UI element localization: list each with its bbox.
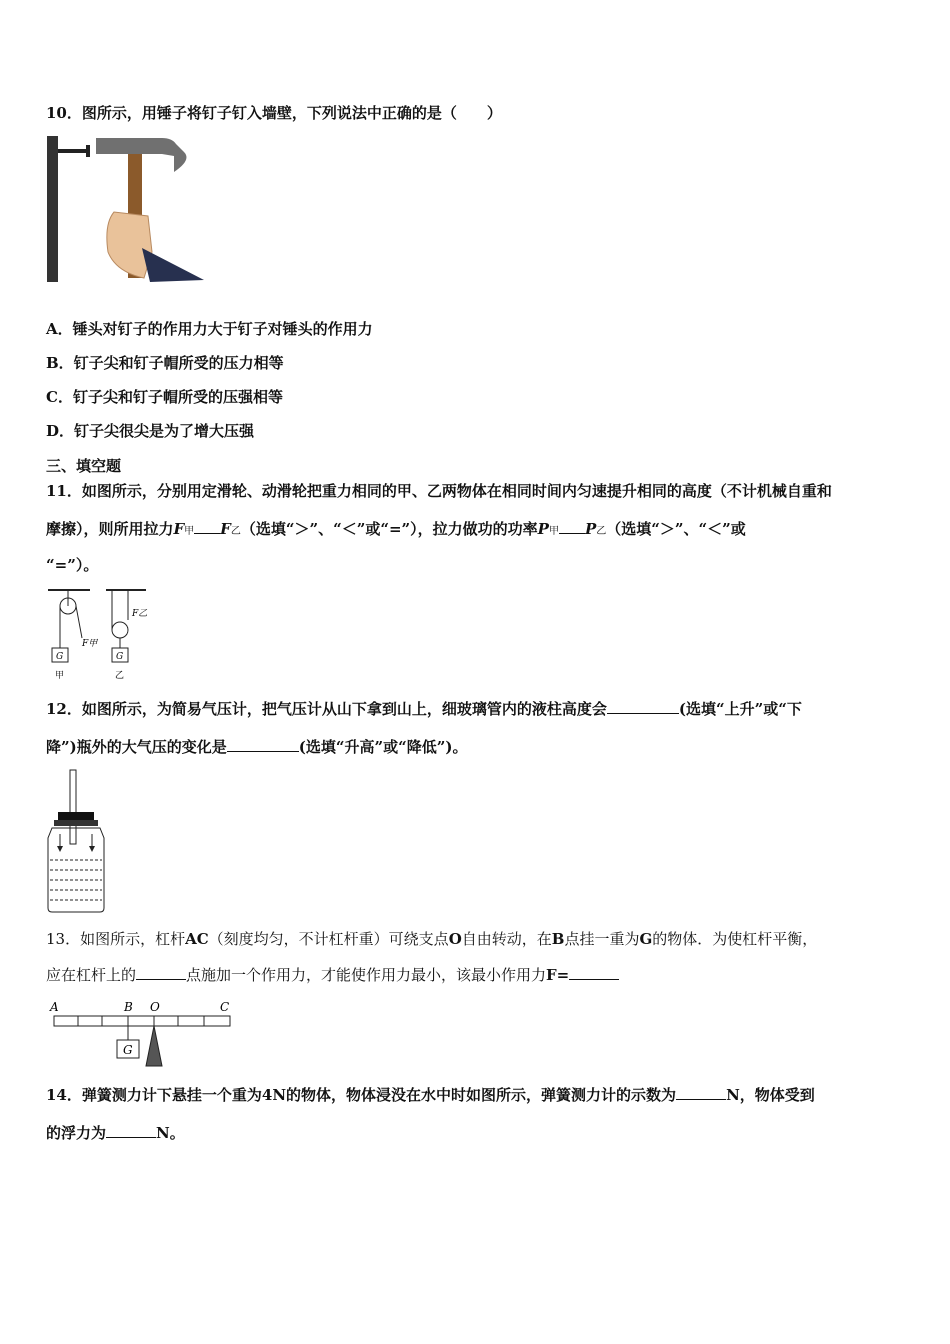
barometer-figure [44, 768, 108, 914]
wall [47, 136, 58, 282]
svg-text:乙: 乙 [115, 671, 125, 681]
svg-text:G: G [116, 652, 124, 662]
pulley-figure [44, 586, 154, 682]
section-title: 三、填空题 [46, 457, 122, 475]
hammer-nail-figure [44, 132, 206, 284]
svg-text:O: O [150, 1000, 160, 1014]
lever-figure [44, 998, 236, 1068]
fulcrum [146, 1026, 162, 1066]
q11-line3: “=”）。 [46, 556, 99, 574]
svg-text:F甲: F甲 [82, 639, 98, 649]
q13-line2: 应在杠杆上的 点施加一个作用力，才能使作用力最小，该最小作用力F= [46, 964, 619, 985]
q10-option-c: C．钉子尖和钉子帽所受的压强相等 [46, 388, 283, 406]
q13-line1: 13．如图所示，杠杆AC（刻度均匀，不计杠杆重）可绕支点O自由转动，在B点挂一重为G的物体．为使杠杆平衡， [46, 930, 818, 948]
q11-line1: 11．如图所示，分别用定滑轮、动滑轮把重力相同的甲、乙两物体在相同时间内匀速提升相同的高度（不计机械自重和 [46, 482, 832, 500]
q10-option-d: D．钉子尖很尖是为了增大压强 [46, 422, 255, 440]
q10-stem: 10．图所示，用锤子将钉子钉入墙壁，下列说法中正确的是（ ） [46, 104, 502, 122]
movable-pulley-yi [112, 622, 128, 638]
q11-line2: 摩擦），则所用拉力F甲 F乙（选填“＞”、“＜”或“=”），拉力做功的功率P甲 P乙（选填“＞”、“＜”或 [46, 520, 746, 538]
q10-option-a: A．锤头对钉子的作用力大于钉子对锤头的作用力 [46, 320, 373, 338]
svg-text:A: A [50, 1000, 59, 1014]
svg-text:甲: 甲 [55, 671, 65, 681]
svg-text:G: G [123, 1043, 133, 1057]
svg-text:G: G [56, 652, 64, 662]
glass-tube [70, 770, 76, 844]
q12-line1: 12．如图所示，为简易气压计，把气压计从山下拿到山上，细玻璃管内的液柱高度会 (选填“上升”或“下 [46, 700, 802, 718]
stopper [58, 812, 94, 820]
q14-line1: 14．弹簧测力计下悬挂一个重为4N的物体，物体浸没在水中时如图所示，弹簧测力计的示数为 N，物体受到 [46, 1086, 815, 1104]
svg-text:B: B [124, 1000, 133, 1014]
hand [107, 212, 152, 278]
q14-line2: 的浮力为 N。 [46, 1124, 185, 1142]
svg-text:C: C [220, 1000, 230, 1014]
q12-line2: 降”)瓶外的大气压的变化是 (选填“升高”或“降低”)。 [46, 738, 468, 756]
nail [58, 149, 88, 153]
q10-option-b: B．钉子尖和钉子帽所受的压力相等 [46, 354, 284, 372]
svg-text:F乙: F乙 [132, 609, 148, 619]
nail-head [86, 145, 90, 157]
sleeve [142, 248, 204, 282]
